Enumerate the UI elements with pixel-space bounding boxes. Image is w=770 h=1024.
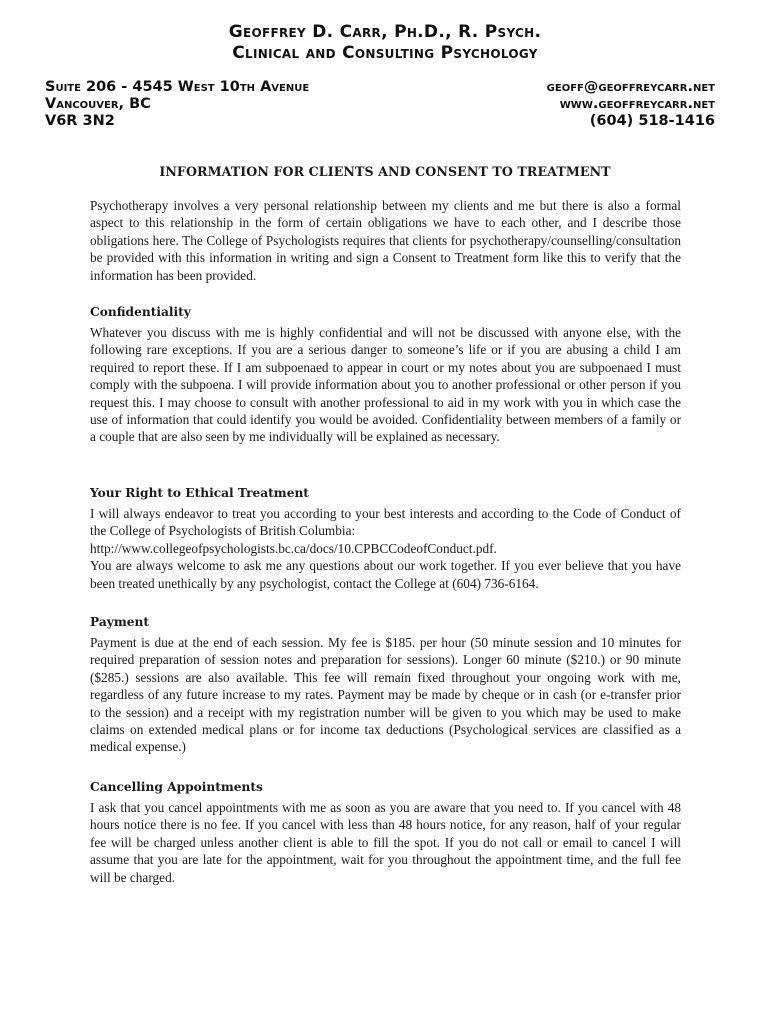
section-paragraph: I ask that you cancel appointments with me as soon as you are aware that you need to. If you cancel with 48 hours notice there is no fee. If you cancel with less than 48 hours notice, for any reason, half of your regular fee will be charged unless another client is able to fill the spot. If you do not call or email to cancel I will assume that you are late for the appointment, wait for you throughout the appointment time, and the full fee will be charged. (90, 800, 681, 885)
address-street: Suite 206 - 4545 West 10th Avenue (45, 79, 310, 95)
section-heading: Your Right to Ethical Treatment (90, 486, 309, 500)
contact-block (547, 79, 715, 130)
section-paragraph (90, 505, 681, 592)
letterhead-name: Geoffrey D. Carr, Ph.D., R. Psych. (228, 22, 542, 42)
section-paragraph: Payment is due at the end of each session. My fee is $185. per hour (50 minute session and 10 minutes for required preparation of session notes and preparation for sessions). Longer 60 minute ($210.) or 90 minute ($285.) sessions are also available. This fee will remain fixed throughout your ongoing work with me, regardless of any future increase to my rates. Payment may be made by cheque or in cash (or e-transfer prior to the session) and a receipt with my registration number will be given to you which may be used to make claims on extended medical plans or for income tax deductions (Psychological services are classified as a medical expense.) (90, 635, 681, 755)
section-confidentiality (90, 305, 681, 446)
ethics-line: You are always welcome to ask me any questions about our work together. If you ever believe that you have been treated unethically by any psychologist, contact the College at (604) 736-6164. (90, 558, 681, 591)
section-payment (90, 615, 681, 756)
ethics-line: I will always endeavor to treat you according to your best interests and according to the Code of Conduct of the College of Psychologists of British Columbia: (90, 506, 681, 539)
contact-email: geoff@geoffreycarr.net (546, 79, 715, 95)
intro-section (90, 197, 681, 284)
section-heading: Cancelling Appointments (90, 780, 263, 794)
section-cancelling (90, 780, 681, 886)
document-title: INFORMATION FOR CLIENTS AND CONSENT TO TREATMENT (159, 164, 611, 179)
section-heading: Payment (90, 615, 149, 629)
address-block (45, 79, 309, 130)
contact-website: www.geoffreycarr.net (559, 96, 715, 112)
contact-phone: (604) 518-1416 (589, 113, 715, 129)
section-ethical-treatment (90, 486, 681, 592)
code-of-conduct-link: http://www.collegeofpsychologists.bc.ca/docs/10.CPBCCodeofConduct.pdf. (90, 540, 497, 556)
address-city: Vancouver, BC (45, 96, 151, 112)
section-heading: Confidentiality (90, 305, 191, 319)
section-paragraph: Whatever you discuss with me is highly confidential and will not be discussed with anyone else, with the following rare exceptions. If you are a serious danger to someone’s life or if you are abusing a child I am required to report these. If I am subpoenaed to appear in court or my notes about you are subpoenaed I must comply with the subpoena. I will provide information about you to another professional or other person if you request this. I may choose to consult with another professional to aid in my work with you in which case the use of information that could identify you would be avoided. Confidentiality between members of a family or a couple that are also seen by me individually will be explained as necessary. (90, 325, 681, 445)
letterhead-practice: Clinical and Consulting Psychology (232, 43, 538, 63)
address-postal: V6R 3N2 (45, 113, 115, 129)
intro-paragraph: Psychotherapy involves a very personal relationship between my clients and me but there is also a formal aspect to this relationship in the form of certain obligations we have to each other, and I describe those obligations here. The College of Psychologists requires that clients for psychotherapy/counselling/consultation be provided with this information in writing and sign a Consent to Treatment form like this to verify that the information has been provided. (90, 198, 681, 283)
